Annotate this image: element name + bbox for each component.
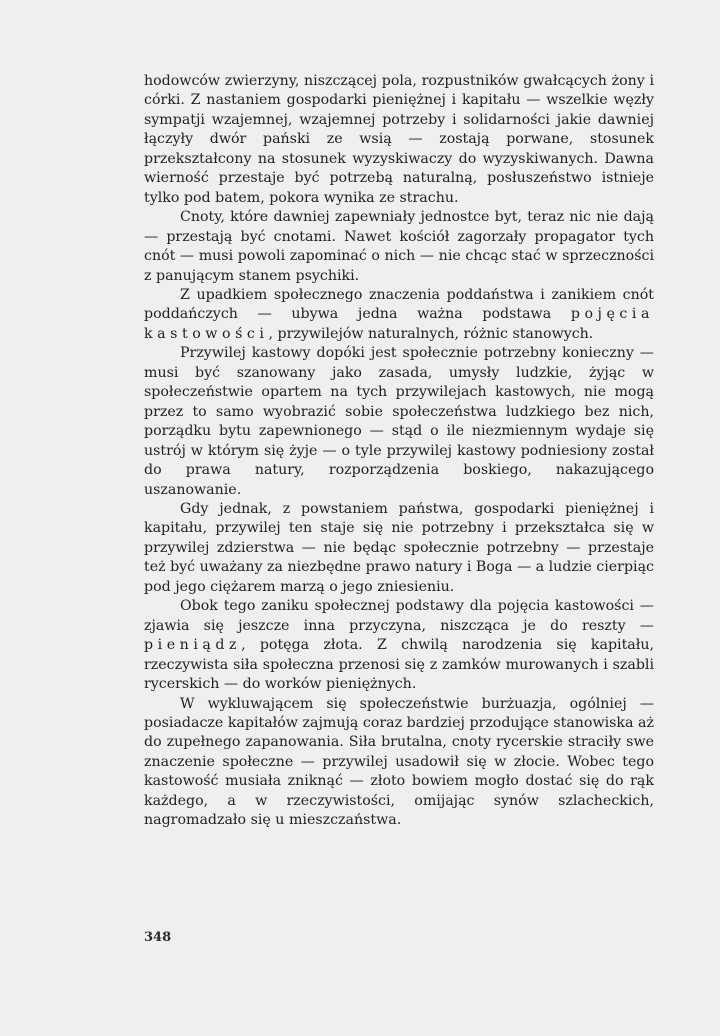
paragraph-text: W wykluwającem się społeczeństwie burżuazja, ogólniej — posiadacze kapitałów zajmują coraz bardziej przodujące stanowiska aż do zupełnego zapanowania. Siła brutalna, cnoty rycerskie straciły swe znaczenie społeczne — przywilej usadowił się w złocie. Wobec tego kastowość musiała zniknąć — złoto bowiem mogło dostać się do rąk każdego, a w rzeczywistości, omijając synów szlacheckich, nagromadzało się u mieszczaństwa. (144, 695, 654, 829)
paragraph-text: Przywilej kastowy dopóki jest społecznie potrzebny konieczny — musi być szanowany jako zasada, umysły ludzkie, żyjąc w społeczeństwie opartem na tych przywilejach kastowych, nie mogą przez to samo wyobrazić sobie społeczeństwa ludzkiego bez nich, porządku bytu zapewnionego — stąd o ile niezmiennym wydaje się ustrój w którym się żyje — o tyle przywilej kastowy podniesiony został do prawa natury, rozporządzenia boskiego, nakazującego uszanowanie. (144, 345, 654, 498)
paragraph-text: Cnoty, które dawniej zapewniały jednostce byt, teraz nic nie dają — przestają być cnotami. Nawet kościół zagorzały propagator tych cnót — musi powoli zapominać o nich — nie chcąc stać w sprzeczności z panującym stanem psychiki. (144, 209, 654, 284)
body-text (144, 72, 654, 831)
paragraph-text: hodowców zwierzyny, niszczącej pola, rozpustników gwałcących żony i córki. Z nastaniem gospodarki pieniężnej i kapitału — wszelkie węzły sympatji wzajemnej, wzajemnej potrzeby i solidarności jakie dawniej łączyły dwór pański ze wsią — zostają porwane, stosunek przekształcony na stosunek wyzyskiwaczy do wyzyskiwanych. Dawna wierność przestaje być potrzebą naturalną, posłuszeństwo istnieje tylko pod batem, pokora wynika ze strachu. (144, 73, 654, 206)
paragraph (144, 500, 654, 597)
paragraph (144, 72, 654, 208)
paragraph (144, 597, 654, 694)
paragraph-text: Z upadkiem społecznego znaczenia poddaństwa i zanikiem cnót poddańczych — ubywa jedna ważna podstawa (144, 286, 654, 323)
paragraph (144, 695, 654, 831)
paragraph-text: , potęga złota. Z chwilą narodzenia się kapitału, rzeczywista siła społeczna przenosi się z zamków murowanych i szabli rycerskich — do worków pieniężnych. (144, 637, 654, 693)
emphasized-term: pojęcia kastowości (144, 306, 654, 342)
emphasized-term: pieniądz (144, 637, 242, 654)
paragraph (144, 344, 654, 500)
paragraph (144, 208, 654, 286)
paragraph-text: Obok tego zaniku społecznej podstawy dla pojęcia kastowości — zjawia się jeszcze inna przyczyna, niszcząca je do reszty — (144, 598, 654, 634)
page-number: 348 (144, 930, 172, 945)
paragraph (144, 286, 654, 344)
paragraph-text: Gdy jednak, z powstaniem państwa, gospodarki pieniężnej i kapitału, przywilej ten staje się nie potrzebny i przekształca się w przywilej zdzierstwa — nie będąc społecznie potrzebny — przestaje też być uważany za niezbędne prawo natury i Boga — a ludzie cierpiąc pod jego ciężarem marzą o jego zniesieniu. (144, 500, 654, 595)
paragraph-text: , przywilejów naturalnych, różnic stanowych. (268, 325, 594, 342)
